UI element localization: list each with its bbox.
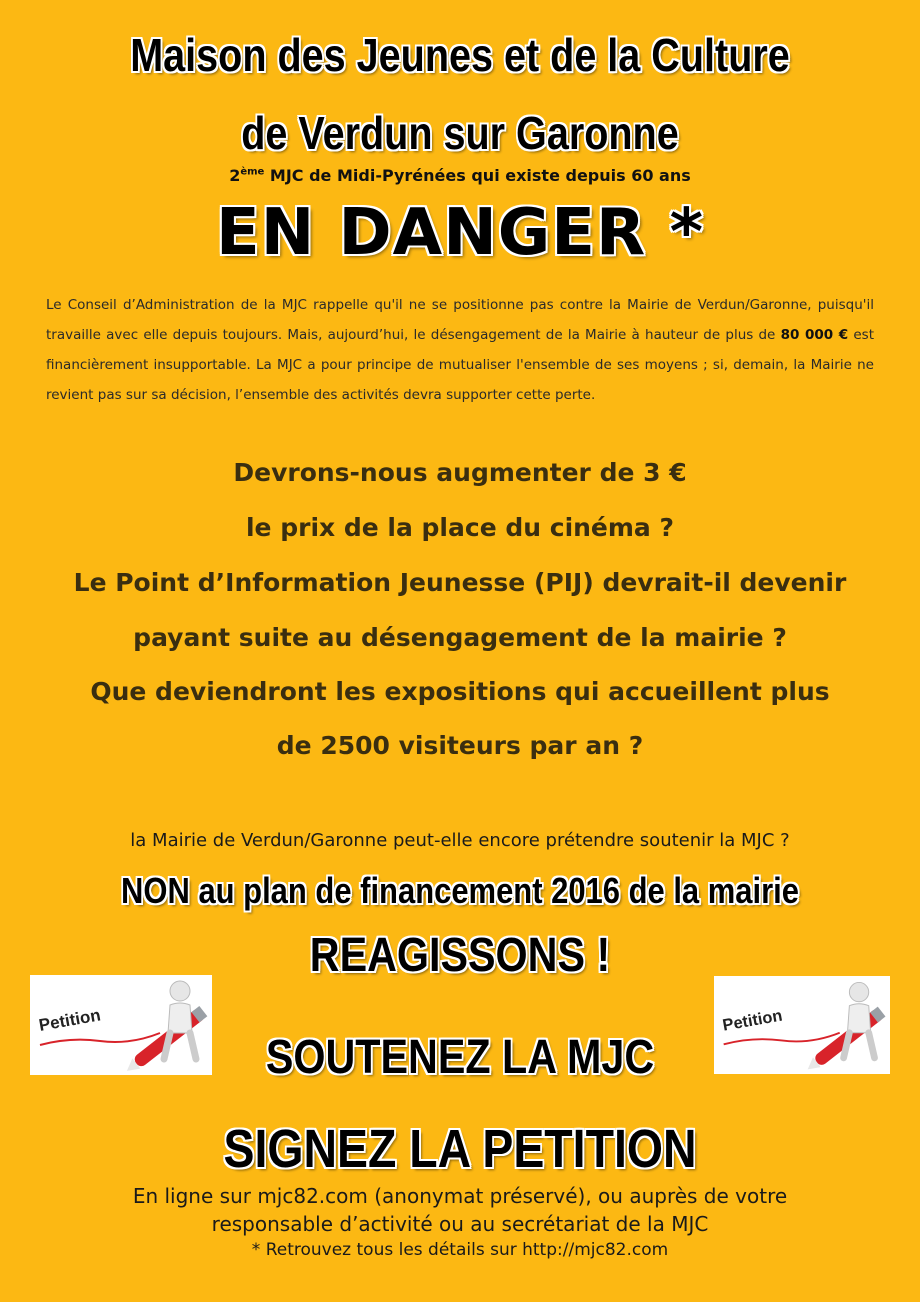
subtitle-text: MJC de Midi-Pyrénées qui existe depuis 60 ans	[264, 166, 691, 185]
question-line-4: payant suite au désengagement de la mairie ?	[133, 623, 787, 652]
title-line-2: de Verdun sur Garonne	[241, 107, 679, 159]
question-line-6: de 2500 visiteurs par an ?	[276, 731, 644, 760]
question-line-5: Que deviendront les expositions qui accueillent plus	[90, 677, 830, 706]
reagissons-headline: REAGISSONS !	[309, 929, 611, 982]
petition-image-left	[30, 975, 212, 1075]
footer-details: * Retrouvez tous les détails sur http://mjc82.com	[251, 1240, 669, 1260]
subtitle-number: 2	[229, 166, 241, 185]
intro-amount: 80 000 €	[780, 327, 849, 343]
subtitle-superscript: ème	[240, 166, 265, 178]
signez-headline: SIGNEZ LA PETITION	[223, 1119, 697, 1179]
mairie-question: la Mairie de Verdun/Garonne peut-elle encore prétendre soutenir la MJC ?	[130, 830, 790, 851]
title-line-1: Maison des Jeunes et de la Culture	[130, 29, 790, 81]
danger-headline: EN DANGER *	[215, 196, 705, 270]
question-line-3: Le Point d’Information Jeunesse (PIJ) devrait-il devenir	[73, 568, 847, 597]
non-headline: NON au plan de financement 2016 de la mairie	[121, 870, 799, 911]
footer-online-line-2: responsable d’activité ou au secrétariat de la MJC	[211, 1212, 709, 1236]
soutenez-headline: SOUTENEZ LA MJC	[265, 1031, 655, 1084]
intro-text-2: est financièrement insupportable. La MJC a pour principe de mutualiser l'ensemble de ses moyens ; si, demain, la Mairie ne revient pas sur sa décision, l’ensemble des activités devra supporter cette perte.	[46, 327, 875, 403]
petition-person-with-pen-icon	[30, 975, 212, 1075]
petition-person-with-pen-icon	[714, 976, 890, 1074]
subtitle	[0, 166, 920, 185]
petition-label: Petition	[37, 1005, 103, 1035]
intro-text-1: Le Conseil d’Administration de la MJC rappelle qu'il ne se positionne pas contre la Mairie de Verdun/Garonne, puisqu'il travaille avec elle depuis toujours. Mais, aujourd’hui, le désengagement de la Mairie à hauteur de plus de	[46, 297, 874, 343]
question-line-1: Devrons-nous augmenter de 3 €	[233, 458, 687, 487]
petition-image-right	[714, 976, 890, 1074]
intro-paragraph	[46, 290, 874, 410]
petition-label: Petition	[721, 1006, 784, 1035]
footer-online-line-1: En ligne sur mjc82.com (anonymat préservé), ou auprès de votre	[132, 1184, 788, 1208]
question-line-2: le prix de la place du cinéma ?	[245, 513, 675, 542]
